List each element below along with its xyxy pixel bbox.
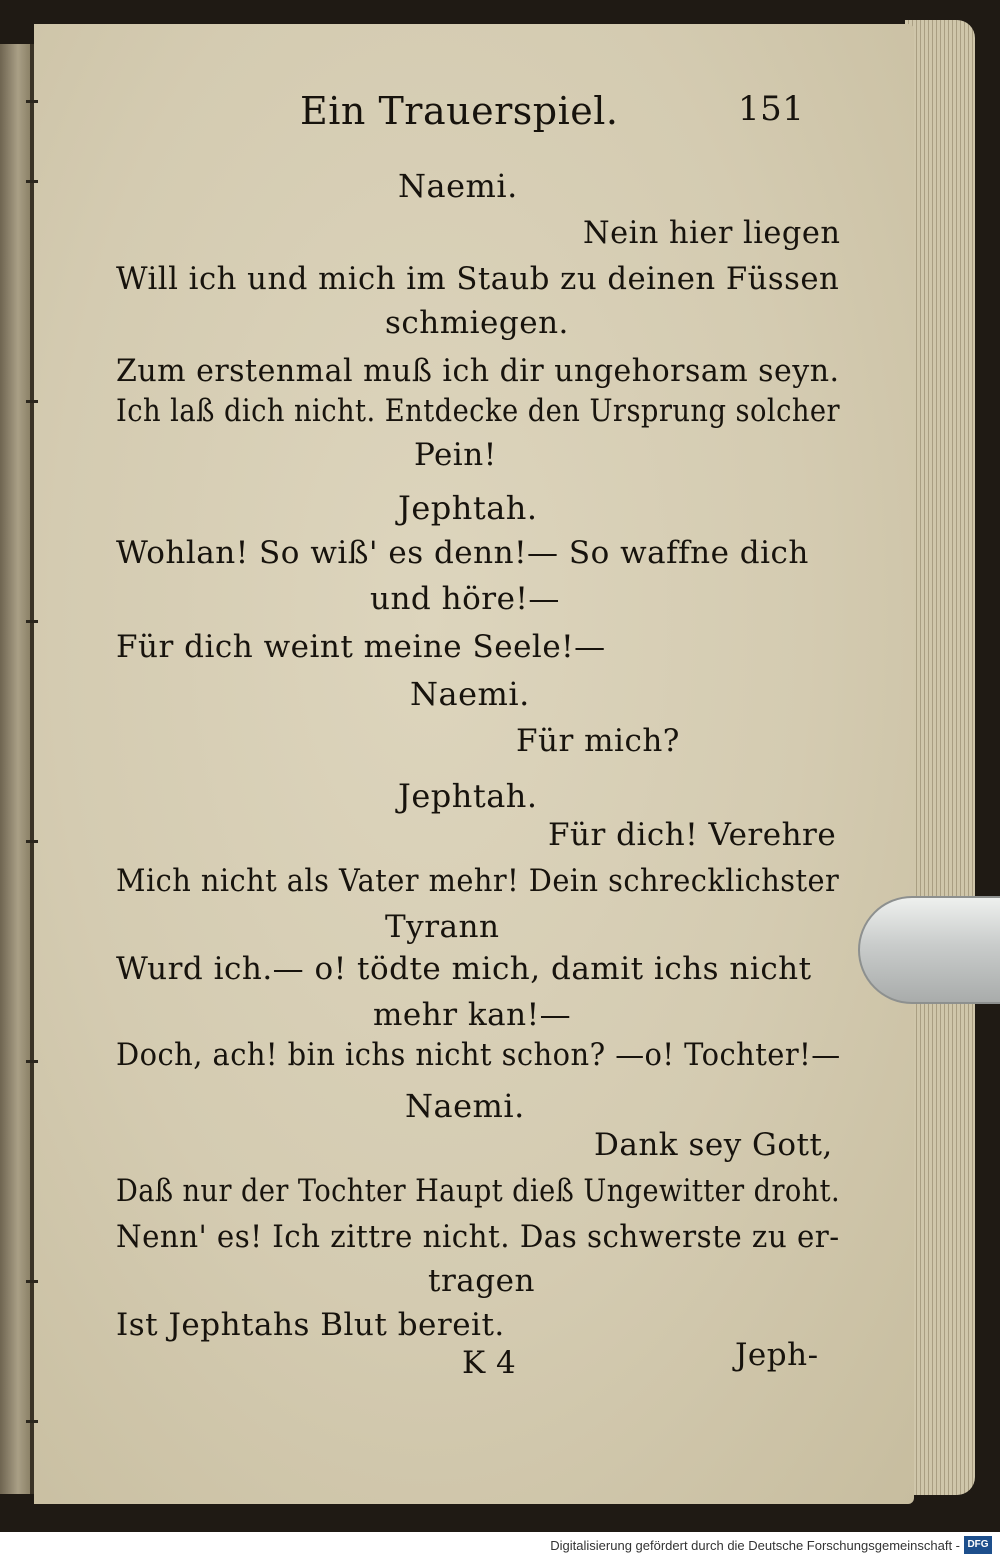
credit-bar xyxy=(0,1532,1000,1558)
running-title: Ein Trauerspiel. xyxy=(300,89,619,133)
signature-mark: K 4 xyxy=(462,1345,517,1381)
verse-line: Will ich und mich im Staub zu deinen Füssen xyxy=(116,261,840,297)
speaker-naemi: Naemi. xyxy=(405,1087,525,1125)
verse-line: Doch, ach! bin ichs nicht schon? —o! Tochter!— xyxy=(116,1037,841,1073)
page-number: 151 xyxy=(738,89,805,129)
verse-line: Tyrann xyxy=(385,909,500,945)
credit-text: Digitalisierung gefördert durch die Deutsche Forschungsgemeinschaft - xyxy=(550,1538,960,1553)
page-fore-edge xyxy=(905,20,975,1495)
verse-line: tragen xyxy=(428,1263,535,1299)
previous-page-edge xyxy=(0,44,30,1494)
verse-line: Für dich weint meine Seele!— xyxy=(116,629,606,665)
verse-line: und höre!— xyxy=(370,581,560,617)
verse-line: Wurd ich.— o! tödte mich, damit ichs nicht xyxy=(116,951,812,987)
verse-line: Pein! xyxy=(414,437,497,473)
verse-line: Ich laß dich nicht. Entdecke den Ursprung solcher xyxy=(116,393,841,429)
page-clip xyxy=(858,896,1000,1004)
verse-line: schmiegen. xyxy=(385,305,569,341)
binding-thread xyxy=(26,1060,38,1063)
verse-line: Daß nur der Tochter Haupt dieß Ungewitter droht. xyxy=(116,1173,841,1209)
verse-line: Zum erstenmal muß ich dir ungehorsam seyn. xyxy=(116,353,840,389)
speaker-jephtah: Jephtah. xyxy=(398,777,538,815)
verse-line: Für dich! Verehre xyxy=(548,817,837,853)
binding-thread xyxy=(26,620,38,623)
verse-line: Nein hier liegen xyxy=(583,215,841,251)
dfg-logo: DFG xyxy=(964,1536,992,1554)
catchword: Jeph- xyxy=(735,1337,819,1373)
binding-thread xyxy=(26,400,38,403)
verse-line: Ist Jephtahs Blut bereit. xyxy=(116,1307,505,1343)
binding-thread xyxy=(26,840,38,843)
verse-line: Mich nicht als Vater mehr! Dein schrecklichster xyxy=(116,863,840,899)
binding-thread xyxy=(26,1420,38,1423)
speaker-naemi: Naemi. xyxy=(398,167,518,205)
verse-line: mehr kan!— xyxy=(373,997,572,1033)
verse-line: Nenn' es! Ich zittre nicht. Das schwerste zu er- xyxy=(116,1219,840,1255)
speaker-jephtah: Jephtah. xyxy=(398,489,538,527)
verse-line: Wohlan! So wiß' es denn!— So waffne dich xyxy=(116,535,809,571)
binding-thread xyxy=(26,100,38,103)
speaker-naemi: Naemi. xyxy=(410,675,530,713)
binding-thread xyxy=(26,1280,38,1283)
verse-line: Dank sey Gott, xyxy=(594,1127,833,1163)
verse-line: Für mich? xyxy=(516,723,680,759)
binding-thread xyxy=(26,180,38,183)
